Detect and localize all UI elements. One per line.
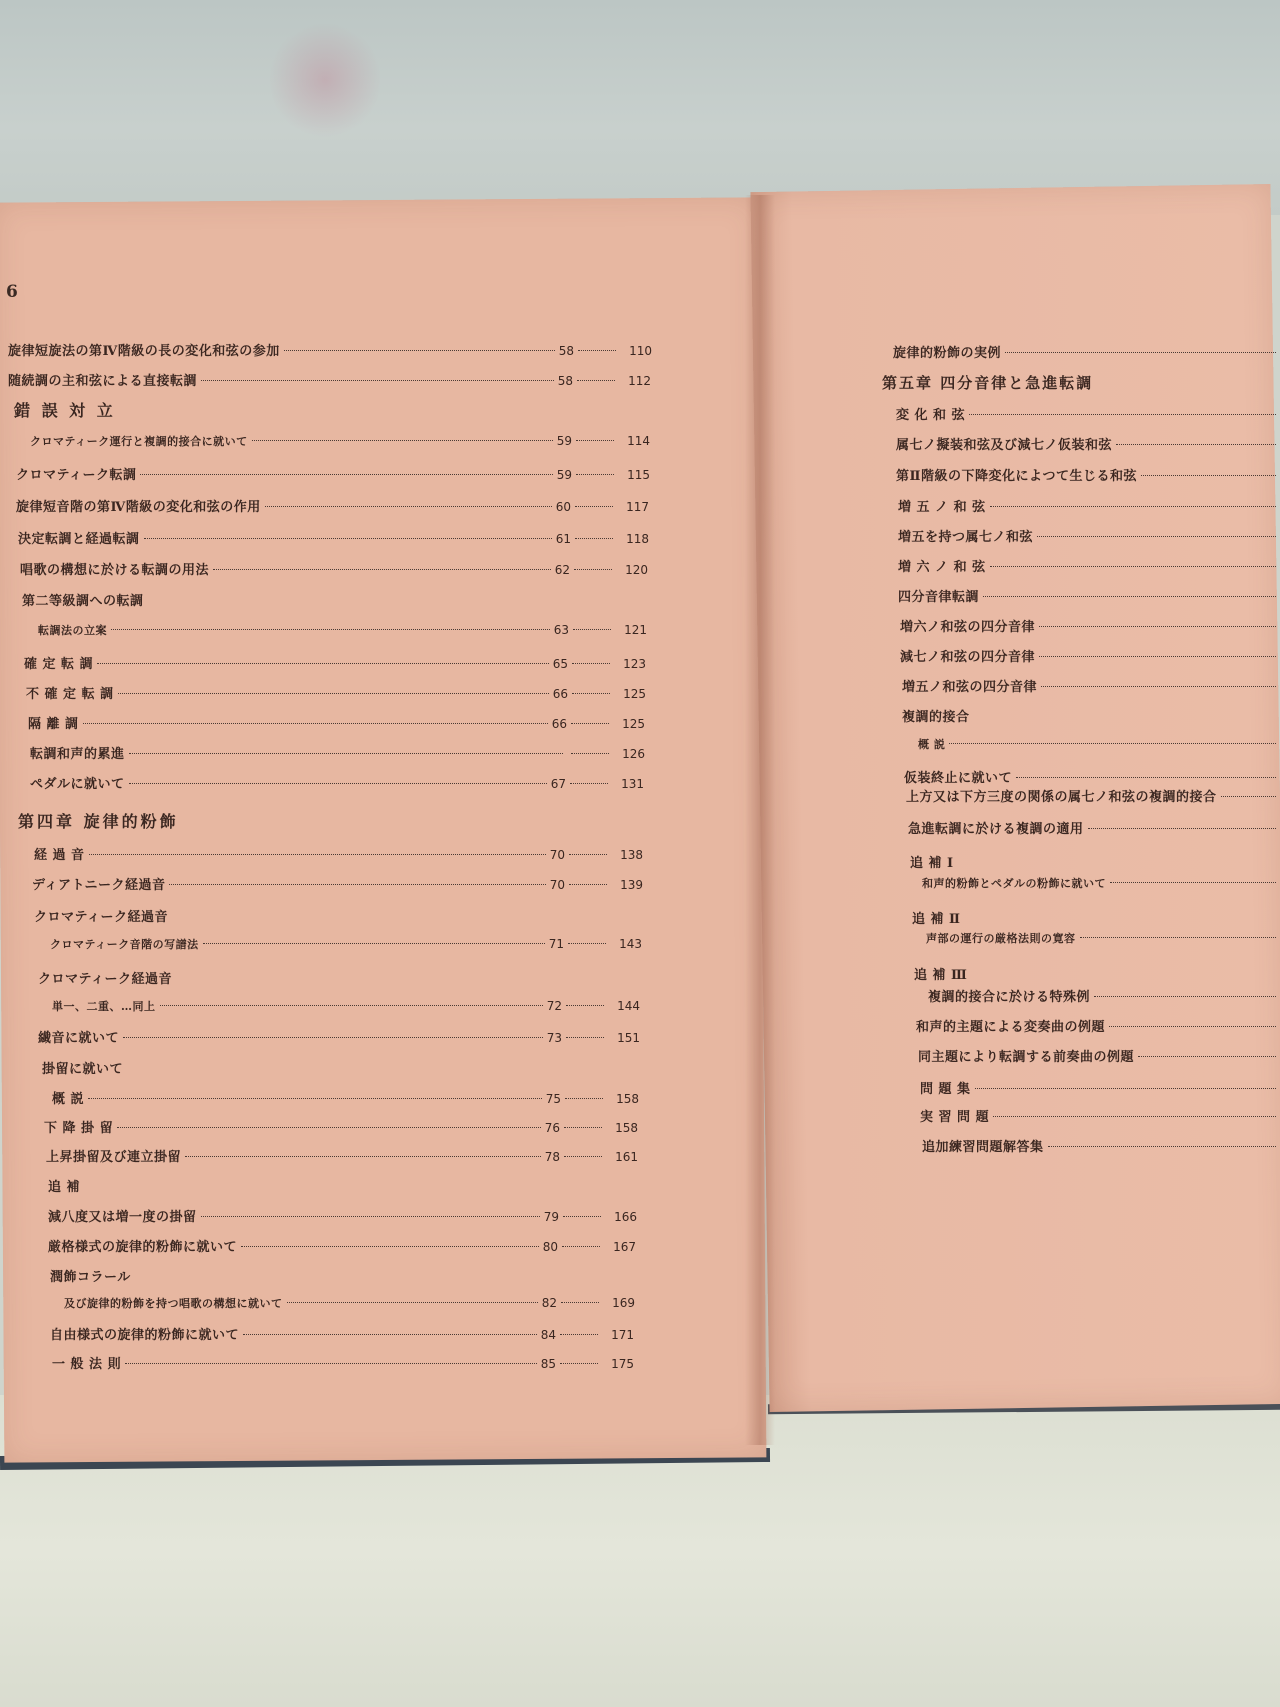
dot-leader [562, 1246, 600, 1247]
dot-leader [89, 854, 546, 855]
dot-leader [201, 380, 554, 381]
dot-leader [241, 1246, 539, 1247]
dot-leader [213, 569, 551, 570]
toc-entry-title: 減八度又は増一度の掛留 [48, 1210, 197, 1225]
toc-page-number: 123 [623, 657, 646, 671]
toc-entry-title: 仮装終止に就いて [904, 771, 1013, 786]
book-gutter [745, 195, 775, 1445]
toc-entry-title: 経 過 音 [34, 848, 85, 863]
toc-page-number: 118 [626, 532, 649, 546]
toc-entry-title: クロマティーク経過音 [34, 910, 168, 925]
dot-leader [287, 1302, 538, 1303]
toc-entry-title: 自由様式の旋律的粉飾に就いて [50, 1328, 240, 1343]
toc-entry [64, 1295, 635, 1311]
dot-leader [144, 538, 552, 539]
dot-leader [117, 1127, 541, 1128]
toc-entry [38, 968, 641, 987]
toc-entry-title: 隔 離 調 [28, 717, 79, 732]
toc-entry-title: 錯 誤 対 立 [14, 401, 116, 420]
dot-leader [983, 596, 1276, 597]
toc-entry [14, 398, 651, 421]
dot-leader [203, 943, 545, 944]
dot-leader [575, 538, 613, 539]
toc-page-number: 112 [628, 374, 651, 388]
toc-page-number: 139 [620, 878, 643, 892]
dot-leader [566, 1037, 604, 1038]
toc-page-ref: 70 [549, 878, 565, 892]
dot-leader [1039, 656, 1276, 657]
toc-entry-title: 上昇掛留及び連立掛留 [46, 1150, 182, 1165]
toc-page-number: 121 [624, 623, 647, 637]
toc-entry [30, 433, 650, 449]
toc-page-ref: 79 [543, 1210, 559, 1224]
toc-page-number: 114 [627, 434, 650, 448]
toc-entry-title: 和声的粉飾とペダルの粉飾に就いて [922, 877, 1106, 890]
toc-entry-title: 不 確 定 転 調 [26, 687, 114, 702]
dot-leader [125, 1363, 537, 1364]
toc-entry [30, 773, 644, 792]
toc-entry-title: 増六ノ和弦の四分音律 [900, 620, 1036, 635]
dot-leader [1221, 796, 1276, 797]
toc-entry-title: 実 習 問 題 [920, 1110, 990, 1125]
toc-entry-title: 第四章 旋律的粉飾 [18, 812, 179, 831]
toc-entry [922, 875, 1280, 891]
toc-entry [22, 590, 648, 609]
toc-page-number: 120 [625, 563, 648, 577]
toc-page-ref: 78 [544, 1150, 560, 1164]
dot-leader [1094, 996, 1276, 997]
toc-entry-title: 第五章 四分音律と急進転調 [882, 374, 1094, 392]
toc-entry [910, 852, 1280, 871]
dot-leader [572, 693, 610, 694]
toc-entry [8, 340, 652, 359]
dot-leader [990, 566, 1276, 567]
toc-entry [928, 986, 1280, 1005]
dot-leader [969, 414, 1276, 415]
toc-page-number: 151 [617, 1031, 640, 1045]
dot-leader [1048, 1146, 1276, 1147]
dot-leader [568, 943, 606, 944]
toc-page-ref: 70 [549, 848, 565, 862]
toc-entry [42, 1058, 639, 1077]
toc-entry [52, 1088, 639, 1107]
dot-leader [577, 380, 615, 381]
toc-entry-title: 旋律短音階の第Ⅳ階級の変化和弦の作用 [16, 500, 261, 515]
dot-leader [571, 753, 609, 754]
toc-page-number: 125 [622, 717, 645, 731]
dot-leader [118, 693, 549, 694]
dot-leader [1110, 882, 1276, 883]
dot-leader [566, 1005, 604, 1006]
dot-leader [569, 854, 607, 855]
toc-entry-title: 同主題により転調する前奏曲の例題 [918, 1050, 1135, 1065]
toc-entry-title: 随続調の主和弦による直接転調 [8, 374, 198, 389]
toc-entry [908, 818, 1280, 837]
toc-entry-title: 第Ⅱ階級の下降変化によつて生じる和弦 [896, 469, 1137, 484]
dot-leader [990, 506, 1276, 507]
toc-entry-title: 旋律短旋法の第Ⅳ階級の長の変化和弦の参加 [8, 344, 280, 359]
toc-entry [52, 998, 640, 1014]
toc-entry [914, 964, 1280, 983]
toc-entry-title: ディアトニーク経過音 [32, 878, 166, 893]
toc-entry-title: 旋律的粉飾の実例 [893, 346, 1002, 361]
toc-page-ref: 66 [552, 687, 568, 701]
toc-page-number: 167 [613, 1240, 636, 1254]
toc-entry-title: クロマティーク経過音 [38, 972, 172, 987]
toc-entry-title: 下 降 掛 留 [44, 1121, 114, 1136]
dot-leader [169, 884, 545, 885]
toc-page-ref: 63 [553, 623, 569, 637]
toc-page-number: 125 [623, 687, 646, 701]
toc-entry [898, 556, 1280, 575]
toc-entry [898, 496, 1280, 515]
toc-page-ref: 73 [546, 1031, 562, 1045]
dot-leader [111, 629, 550, 630]
toc-entry-title: 四分音律転調 [898, 590, 980, 605]
toc-entry [50, 1324, 634, 1343]
toc-page-ref: 59 [556, 468, 572, 482]
toc-entry [16, 496, 649, 515]
toc-entry-title: 及び旋律的粉飾を持つ唱歌の構想に就いて [64, 1297, 283, 1310]
dot-leader [975, 1088, 1276, 1089]
dot-leader [949, 743, 1276, 744]
toc-entry [900, 616, 1280, 635]
dot-leader [569, 884, 607, 885]
toc-entry [30, 743, 645, 762]
dot-leader [252, 440, 553, 441]
toc-entry [922, 1136, 1280, 1155]
toc-page-ref: 59 [556, 434, 572, 448]
dot-leader [574, 569, 612, 570]
toc-page-number: 126 [622, 747, 645, 761]
toc-entry-title: ペダルに就いて [30, 777, 125, 792]
toc-entry-title: 唱歌の構想に於ける転調の用法 [20, 563, 210, 578]
toc-entry-title: クロマティーク音階の写譜法 [50, 938, 199, 951]
toc-entry-title: 問 題 集 [920, 1082, 971, 1097]
toc-page-number: 161 [615, 1150, 638, 1164]
toc-entry [902, 676, 1280, 695]
dot-leader [573, 629, 611, 630]
toc-page-number: 158 [616, 1092, 639, 1106]
toc-entry [44, 1117, 638, 1136]
toc-page-ref: 66 [551, 717, 567, 731]
toc-page-number: 171 [611, 1328, 634, 1342]
toc-entry-title: 追 補 [48, 1180, 81, 1195]
toc-entry-title: 概 説 [52, 1092, 85, 1107]
toc-page-ref: 58 [557, 374, 573, 388]
toc-entry [24, 653, 646, 672]
toc-entry [896, 465, 1280, 484]
dot-leader [1016, 777, 1276, 778]
toc-entry-title: 増五を持つ属七ノ和弦 [898, 530, 1034, 545]
toc-entry [926, 930, 1280, 946]
toc-entry [38, 1027, 640, 1046]
toc-entry [904, 767, 1280, 786]
dot-leader [97, 663, 549, 664]
toc-entry [52, 1353, 634, 1372]
dot-leader [993, 1116, 1276, 1117]
toc-entry [906, 786, 1280, 805]
toc-entry-title: 一 般 法 則 [52, 1357, 122, 1372]
toc-entry [32, 874, 643, 893]
dot-leader [565, 1098, 603, 1099]
toc-entry [48, 1206, 637, 1225]
page-number: 6 [6, 282, 18, 302]
dot-leader [1109, 1026, 1276, 1027]
toc-page-ref: 60 [555, 500, 571, 514]
toc-entry-title: 複調的接合に於ける特殊例 [928, 990, 1091, 1005]
toc-entry [912, 908, 1280, 927]
toc-entry-title: 単一、二重、…同上 [52, 1000, 156, 1013]
toc-entry-title: 複調的接合 [902, 710, 970, 725]
toc-entry-title: 厳格様式の旋律的粉飾に就いて [48, 1240, 238, 1255]
cloth-stain [270, 20, 380, 140]
dot-leader [564, 1127, 602, 1128]
dot-leader [243, 1334, 537, 1335]
toc-page-ref: 67 [550, 777, 566, 791]
toc-entry [896, 434, 1280, 453]
toc-entry [916, 1016, 1280, 1035]
toc-entry-title: 第二等級調への転調 [22, 594, 144, 609]
toc-page-number: 117 [626, 500, 649, 514]
toc-entry-title: 減七ノ和弦の四分音律 [900, 650, 1036, 665]
toc-entry [50, 936, 642, 952]
toc-page-number: 169 [612, 1296, 635, 1310]
dot-leader [201, 1216, 540, 1217]
toc-entry-title: 転調和声的累進 [30, 747, 125, 762]
dot-leader [160, 1005, 543, 1006]
dot-leader [561, 1302, 599, 1303]
toc-entry-title: 追 補 Ⅱ [912, 912, 961, 927]
dot-leader [571, 723, 609, 724]
toc-page-number: 158 [615, 1121, 638, 1135]
toc-entry-title: 声部の運行の厳格法則の寛容 [926, 932, 1076, 945]
toc-entry [34, 906, 642, 925]
dot-leader [1088, 828, 1276, 829]
toc-entry [46, 1146, 638, 1165]
toc-entry-title: 増 六 ノ 和 弦 [898, 560, 986, 575]
toc-entry-title: 追 補 Ⅲ [914, 968, 968, 983]
toc-page-number: 138 [620, 848, 643, 862]
toc-page-ref: 76 [544, 1121, 560, 1135]
dot-leader [1041, 686, 1276, 687]
dot-leader [563, 1216, 601, 1217]
toc-entry-title: 変 化 和 弦 [896, 408, 966, 423]
toc-entry-title: 掛留に就いて [42, 1062, 124, 1077]
toc-entry-title: 決定転調と経過転調 [18, 532, 140, 547]
dot-leader [560, 1363, 598, 1364]
toc-page-ref: 62 [554, 563, 570, 577]
toc-page-ref: 71 [548, 937, 564, 951]
dot-leader [1138, 1056, 1276, 1057]
dot-leader [140, 474, 552, 475]
toc-page-ref: 75 [545, 1092, 561, 1106]
toc-entry [920, 1106, 1280, 1125]
dot-leader [1005, 352, 1276, 353]
toc-page-ref: 58 [558, 344, 574, 358]
toc-page-ref: 80 [542, 1240, 558, 1254]
toc-entry [18, 809, 644, 832]
toc-page-ref: 84 [540, 1328, 556, 1342]
dot-leader [560, 1334, 598, 1335]
dot-leader [1080, 937, 1277, 938]
toc-entry [918, 736, 1280, 752]
toc-entry-title: 上方又は下方三度の関係の属七ノ和弦の複調的接合 [906, 790, 1217, 805]
toc-entry-title: 追加練習問題解答集 [922, 1140, 1044, 1155]
dot-leader [578, 350, 616, 351]
dot-leader [1116, 444, 1276, 445]
toc-entry-title: 増 五 ノ 和 弦 [898, 500, 986, 515]
toc-entry [902, 706, 1280, 725]
dot-leader [284, 350, 555, 351]
toc-entry [8, 370, 651, 389]
toc-entry-title: 追 補 Ⅰ [910, 856, 954, 871]
toc-page-number: 110 [629, 344, 652, 358]
toc-entry [18, 528, 649, 547]
dot-leader [83, 723, 548, 724]
cloth-background-top [0, 0, 1280, 215]
dot-leader [185, 1156, 541, 1157]
toc-entry-title: 和声的主題による変奏曲の例題 [916, 1020, 1106, 1035]
toc-entry-title: 急進転調に於ける複調の適用 [908, 822, 1084, 837]
toc-entry-title: 繊音に就いて [38, 1031, 120, 1046]
toc-page-number: 144 [617, 999, 640, 1013]
toc-entry-title: 増五ノ和弦の四分音律 [902, 680, 1038, 695]
toc-entry [882, 372, 1280, 393]
dot-leader [1039, 626, 1276, 627]
toc-entry [20, 559, 648, 578]
toc-entry [898, 586, 1280, 605]
dot-leader [123, 1037, 543, 1038]
toc-entry-title: 概 説 [918, 738, 946, 751]
toc-entry [898, 526, 1280, 545]
toc-entry-title: 転調法の立案 [38, 624, 107, 637]
toc-entry [893, 342, 1280, 361]
toc-entry [26, 683, 646, 702]
toc-page-number: 175 [611, 1357, 634, 1371]
toc-page-number: 131 [621, 777, 644, 791]
toc-entry [920, 1078, 1280, 1097]
toc-entry [918, 1046, 1280, 1065]
toc-entry-title: クロマティーク運行と複調的接合に就いて [30, 435, 248, 448]
dot-leader [1141, 475, 1276, 476]
dot-leader [129, 753, 563, 754]
toc-entry-title: 属七ノ擬装和弦及び減七ノ仮装和弦 [896, 438, 1113, 453]
toc-entry [896, 404, 1280, 423]
toc-entry [34, 844, 643, 863]
toc-entry [900, 646, 1280, 665]
toc-entry [28, 713, 645, 732]
toc-page-ref: 61 [555, 532, 571, 546]
toc-page-number: 115 [627, 468, 650, 482]
toc-entry [38, 622, 647, 638]
dot-leader [576, 440, 614, 441]
dot-leader [265, 506, 552, 507]
toc-page-ref: 82 [541, 1296, 557, 1310]
toc-entry-title: 潤飾コラール [50, 1270, 131, 1285]
dot-leader [575, 506, 613, 507]
toc-page-ref: 72 [546, 999, 562, 1013]
toc-entry-title: 確 定 転 調 [24, 657, 94, 672]
toc-page-ref: 85 [540, 1357, 556, 1371]
dot-leader [129, 783, 547, 784]
toc-entry-title: クロマティーク転調 [16, 468, 137, 483]
dot-leader [572, 663, 610, 664]
toc-page-ref: 65 [552, 657, 568, 671]
dot-leader [576, 474, 614, 475]
toc-entry [48, 1176, 637, 1195]
dot-leader [570, 783, 608, 784]
toc-page-number: 166 [614, 1210, 637, 1224]
toc-page-number: 143 [619, 937, 642, 951]
dot-leader [564, 1156, 602, 1157]
dot-leader [1037, 536, 1276, 537]
toc-entry [16, 464, 650, 483]
toc-entry [48, 1236, 636, 1255]
dot-leader [88, 1098, 542, 1099]
toc-entry [50, 1266, 635, 1285]
